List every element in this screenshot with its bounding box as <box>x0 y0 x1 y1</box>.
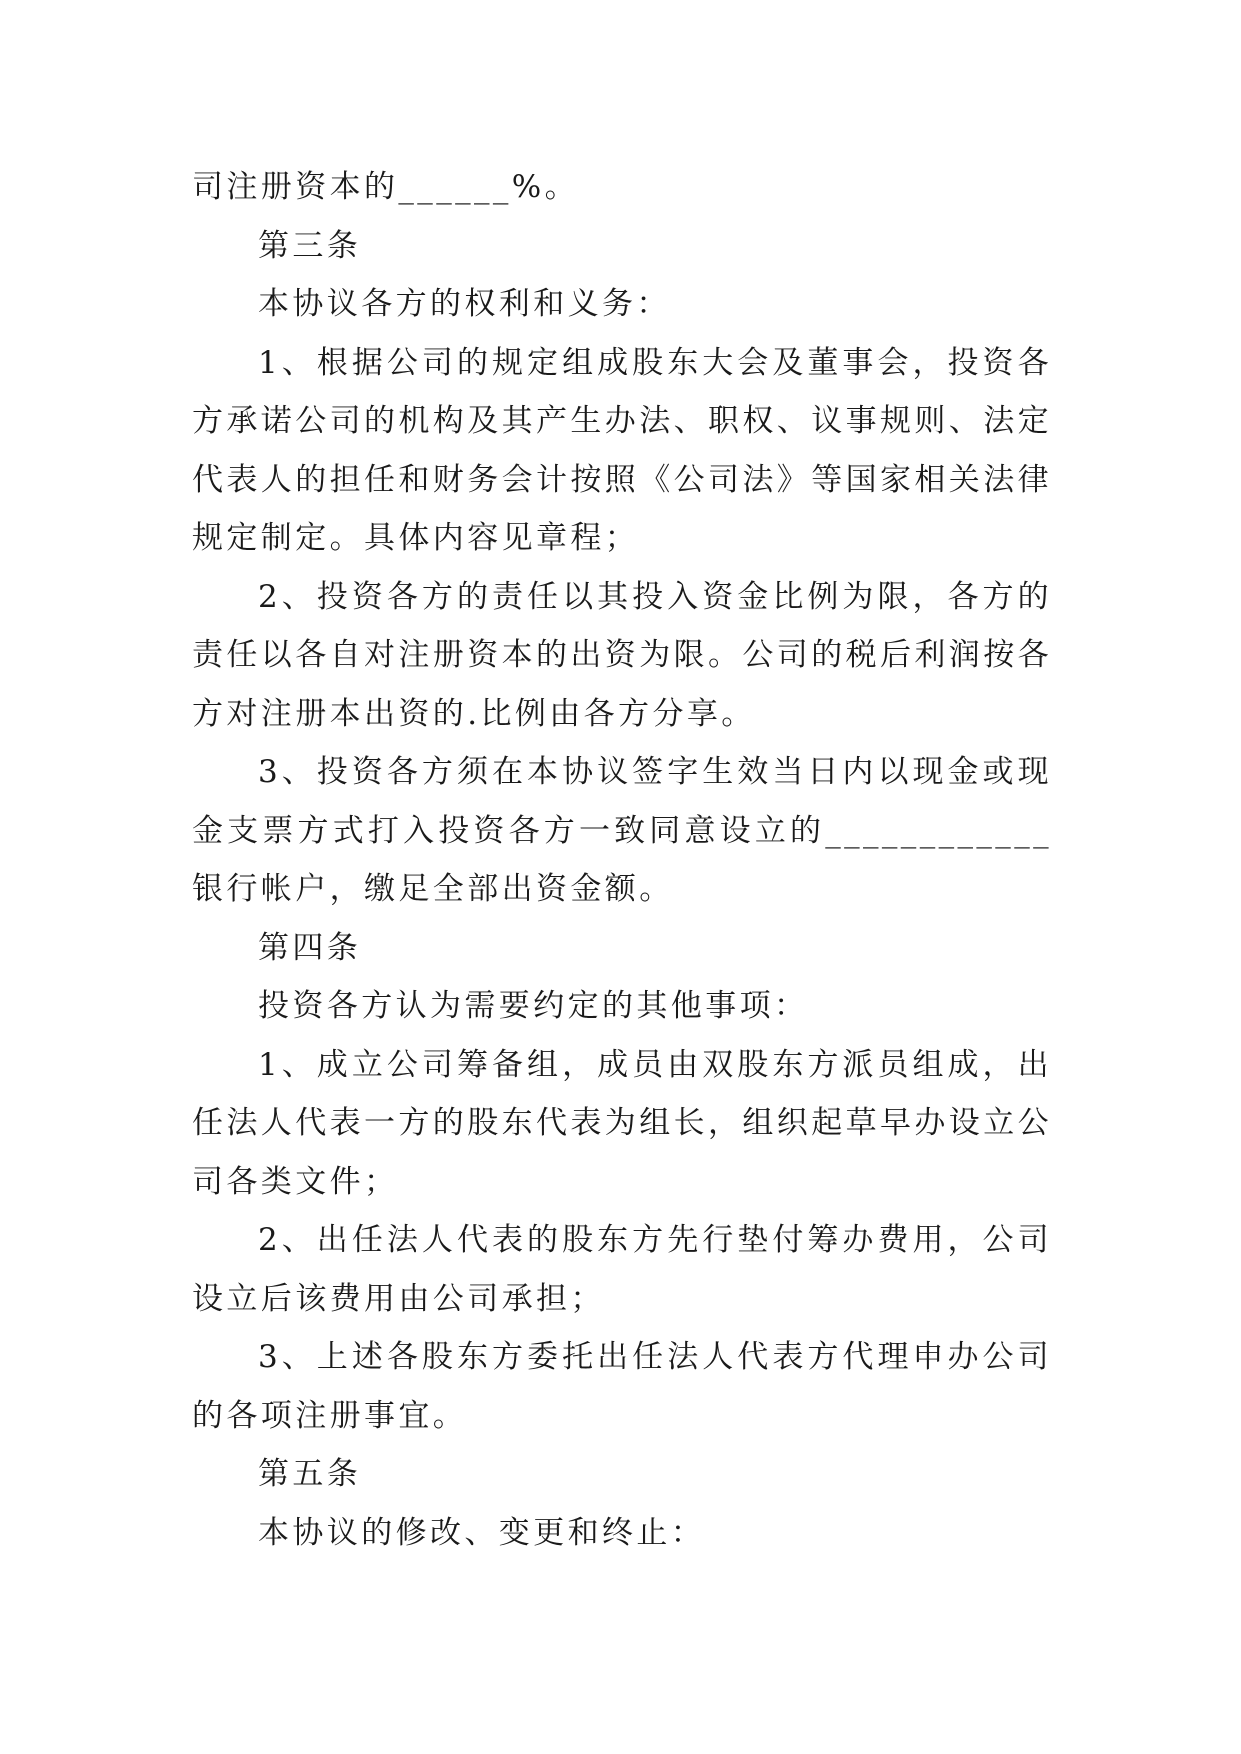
paragraph-other-item-3: 3、上述各股东方委托出任法人代表方代理申办公司的各项注册事宜。 <box>192 1339 1052 1434</box>
paragraph-other-item-1: 1、成立公司筹备组，成员由双股东方派员组成，出任法人代表一方的股东代表为组长，组织起草早办设立公司各类文件； <box>192 1046 1052 1200</box>
document-body <box>192 158 1052 1562</box>
paragraph-rights-item-1: 1、根据公司的规定组成股东大会及董事会，投资各方承诺公司的机构及其产生办法、职权、议事规则、法定代表人的担任和财务会计按照《公司法》等国家相关法律规定制定。具体内容见章程； <box>192 344 1052 556</box>
paragraph-rights-and-obligations: 本协议各方的权利和义务： <box>258 286 671 322</box>
paragraph-registered-capital-continuation: 司注册资本的______%。 <box>192 169 580 205</box>
paragraph-rights-item-2: 2、投资各方的责任以其投入资金比例为限，各方的责任以各自对注册资本的出资为限。公司的税后利润按各方对注册本出资的.比例由各方分享。 <box>192 578 1052 732</box>
paragraph-rights-item-3: 3、投资各方须在本协议签字生效当日内以现金或现金支票方式打入投资各方一致同意设立的____________银行帐户，缴足全部出资金额。 <box>192 754 1052 907</box>
paragraph-other-item-2: 2、出任法人代表的股东方先行垫付筹办费用，公司设立后该费用由公司承担； <box>192 1222 1052 1317</box>
article-four-heading: 第四条 <box>258 929 362 966</box>
article-three-heading: 第三条 <box>258 227 362 264</box>
paragraph-amendment-termination: 本协议的修改、变更和终止： <box>258 1514 706 1551</box>
paragraph-other-matters: 投资各方认为需要约定的其他事项： <box>258 988 809 1024</box>
article-five-heading: 第五条 <box>258 1456 362 1492</box>
